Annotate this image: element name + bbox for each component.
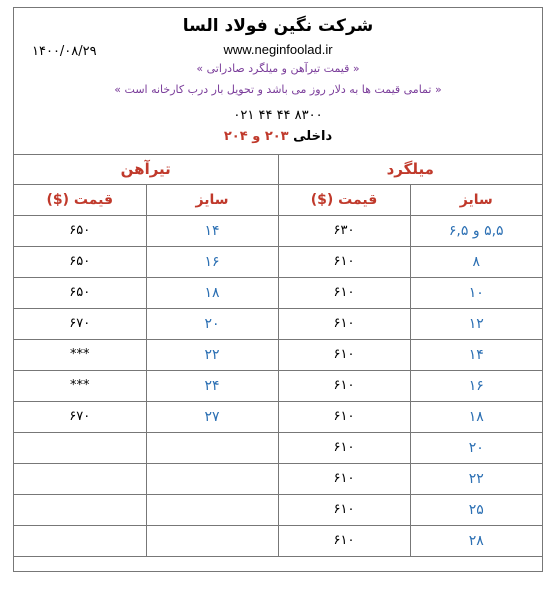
rebar-price-cell: ۶۱۰ [278, 401, 410, 432]
rebar-price-cell: ۶۱۰ [278, 463, 410, 494]
beam-price-cell [14, 494, 146, 525]
table-row [14, 215, 542, 246]
rebar-size-cell: ۱۲ [410, 308, 542, 339]
date: ۱۴۰۰/۰۸/۲۹ [32, 44, 97, 59]
beam-size-cell: ۱۶ [146, 246, 278, 277]
table-row [14, 277, 542, 308]
price-list-sheet [13, 7, 543, 572]
rebar-price-header: قیمت ($) [278, 184, 410, 215]
website: www.neginfoolad.ir [223, 42, 333, 57]
rebar-size-cell: ۲۸ [410, 525, 542, 556]
subtitle-line: « قیمت تیرآهن و میلگرد صادراتی » [196, 62, 360, 75]
rebar-size-cell: ۱۶ [410, 370, 542, 401]
beam-price-cell: ۶۷۰ [14, 401, 146, 432]
table-row [14, 432, 542, 463]
section-beam: تیرآهن [14, 155, 278, 184]
beam-size-cell: ۱۴ [146, 215, 278, 246]
table-row [14, 494, 542, 525]
beam-price-cell: ۶۵۰ [14, 246, 146, 277]
beam-price-cell: *** [14, 370, 146, 401]
beam-price-cell: ۶۵۰ [14, 215, 146, 246]
rebar-price-cell: ۶۱۰ [278, 494, 410, 525]
beam-size-cell [146, 494, 278, 525]
beam-size-cell: ۱۸ [146, 277, 278, 308]
beam-price-cell [14, 463, 146, 494]
beam-size-cell [146, 525, 278, 556]
extension [14, 129, 542, 144]
beam-price-cell: ۶۵۰ [14, 277, 146, 308]
table-row [14, 401, 542, 432]
rebar-size-cell: ۲۵ [410, 494, 542, 525]
rebar-size-cell: ۱۴ [410, 339, 542, 370]
rebar-price-cell: ۶۱۰ [278, 370, 410, 401]
rebar-price-cell: ۶۳۰ [278, 215, 410, 246]
rebar-price-cell: ۶۱۰ [278, 339, 410, 370]
rebar-size-header: سایز [410, 184, 542, 215]
table-row [14, 525, 542, 556]
rebar-size-cell: ۱۰ [410, 277, 542, 308]
beam-size-cell: ۲۴ [146, 370, 278, 401]
rebar-price-cell: ۶۱۰ [278, 246, 410, 277]
beam-size-cell [146, 432, 278, 463]
section-rebar: میلگرد [278, 155, 542, 184]
beam-price-cell [14, 432, 146, 463]
rebar-size-cell: ۵,۵ و ۶,۵ [410, 215, 542, 246]
table-row [14, 308, 542, 339]
beam-size-cell: ۲۷ [146, 401, 278, 432]
rebar-size-cell: ۱۸ [410, 401, 542, 432]
extension-label: داخلی [293, 129, 333, 144]
rebar-size-cell: ۲۰ [410, 432, 542, 463]
rebar-size-cell: ۲۲ [410, 463, 542, 494]
note-line: « تمامی قیمت ها به دلار روز می باشد و تحویل بار درب کارخانه است » [114, 83, 442, 96]
rebar-price-cell: ۶۱۰ [278, 277, 410, 308]
rebar-size-cell: ۸ [410, 246, 542, 277]
rebar-price-cell: ۶۱۰ [278, 308, 410, 339]
beam-size-cell: ۲۰ [146, 308, 278, 339]
rebar-price-cell: ۶۱۰ [278, 432, 410, 463]
phone-number: ۰۲۱ ۴۴ ۴۴ ۸۳۰۰ [233, 108, 323, 123]
beam-price-header: قیمت ($) [14, 184, 146, 215]
table-row [14, 246, 542, 277]
table-row [14, 463, 542, 494]
table-row [14, 370, 542, 401]
beam-price-cell: *** [14, 339, 146, 370]
beam-size-cell: ۲۲ [146, 339, 278, 370]
table-row [14, 339, 542, 370]
price-table [14, 155, 542, 557]
header [14, 8, 542, 155]
rebar-price-cell: ۶۱۰ [278, 525, 410, 556]
beam-price-cell [14, 525, 146, 556]
extension-numbers: ۲۰۳ و ۲۰۴ [223, 129, 289, 144]
beam-size-header: سایز [146, 184, 278, 215]
beam-price-cell: ۶۷۰ [14, 308, 146, 339]
company-name: شرکت نگین فولاد السا [182, 16, 374, 36]
beam-size-cell [146, 463, 278, 494]
